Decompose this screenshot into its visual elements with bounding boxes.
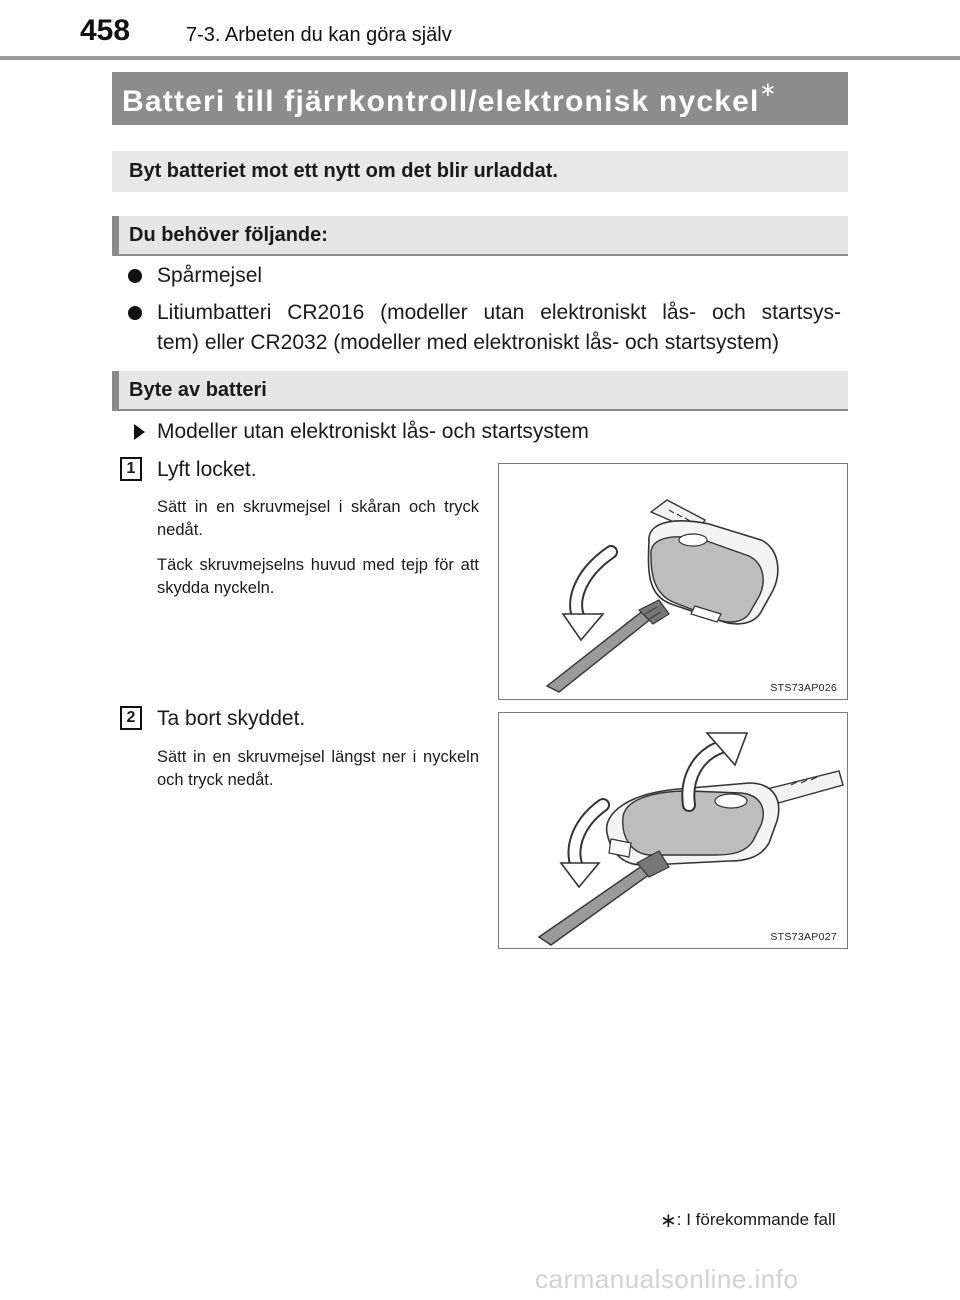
step-number-1: 1	[120, 457, 142, 481]
title-asterisk: ∗	[759, 79, 778, 101]
triangle-bullet-icon	[134, 424, 145, 440]
step-1-note-2: Täck skruvmejselns huvud med tejp för att skydda nyckeln.	[157, 556, 479, 597]
key-lift-cover-illustration	[499, 464, 847, 699]
page-title	[122, 81, 778, 119]
step-1-title: Lyft locket.	[157, 458, 257, 481]
step-1-note-1: Sätt in en skruvmejsel i skåran och tryck nedåt.	[157, 498, 479, 539]
figure-lift-cover	[498, 463, 848, 700]
lead-box	[112, 151, 848, 192]
section-heading-text: Du behöver följande:	[129, 224, 328, 246]
title-bar	[112, 72, 848, 125]
needs-item-battery-line1: Litiumbatteri CR2016 (modeller utan elektroniskt lås- och startsys-	[157, 301, 841, 324]
lead-text: Byt batteriet mot ett nytt om det blir urladdat.	[129, 160, 558, 182]
bullet-dot	[128, 306, 142, 320]
figure-remove-cover	[498, 712, 848, 949]
page-number: 458	[80, 14, 131, 47]
figure-code: STS73AP027	[770, 931, 837, 943]
section-stripe	[112, 371, 119, 411]
section-heading-replace	[112, 371, 848, 411]
section-stripe	[112, 216, 119, 256]
section-reference: 7-3. Arbeten du kan göra själv	[186, 24, 452, 46]
key-remove-cover-illustration	[499, 713, 847, 948]
page-title-text: Batteri till fjärrkontroll/elektronisk nyckel	[122, 85, 760, 118]
footnote-asterisk: ∗	[660, 1210, 677, 1232]
section-heading-needs	[112, 216, 848, 256]
bullet-dot	[128, 269, 142, 283]
step-2-note-1: Sätt in en skruvmejsel längst ner i nyckeln och tryck nedåt.	[157, 748, 479, 789]
section-heading-text: Byte av batteri	[129, 379, 267, 401]
watermark: carmanualsonline.info	[535, 1264, 799, 1294]
figure-code: STS73AP026	[770, 682, 837, 694]
header-rule	[0, 56, 960, 60]
needs-item-battery-line2: tem) eller CR2032 (modeller med elektroniskt lås- och startsystem)	[157, 331, 780, 354]
step-number-2: 2	[120, 706, 142, 730]
model-note: Modeller utan elektroniskt lås- och startsystem	[157, 420, 589, 443]
needs-item-screwdriver: Spårmejsel	[157, 264, 263, 287]
needs-item-battery	[157, 298, 841, 358]
step-2-title: Ta bort skyddet.	[157, 707, 306, 730]
footnote	[660, 1206, 836, 1231]
footnote-text: : I förekommande fall	[676, 1210, 836, 1229]
